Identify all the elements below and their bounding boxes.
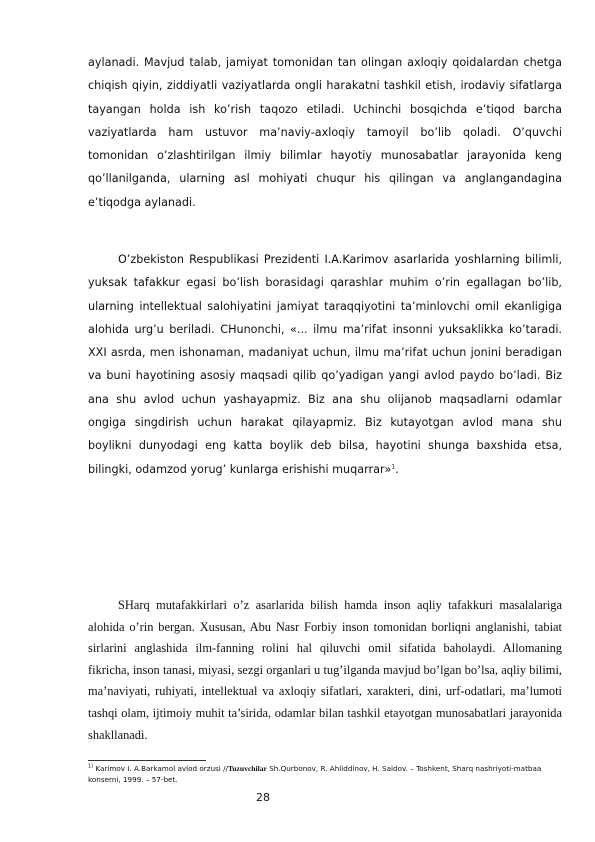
footnote-divider (88, 760, 206, 761)
paragraph-2-end: . (395, 462, 399, 476)
footnote-number: 1) (88, 763, 94, 770)
footnote-title: Tuzuvchilar (227, 764, 267, 773)
footnote (88, 764, 562, 785)
paragraph-2-text: O’zbekiston Respublikasi Prezidenti I.A.Karimov asarlarida yoshlarning bilimli, yuksak tafakkur egasi bo’lish borasidagi qarashlar muhim o’rin egallagan bo’lib, ularning intellektual salohiyatini jamiyat taraqqiyotini ta’minlovchi omil ekanligiga alohida urg’u beriladi. CHunonchi, «... ilmu ma’rifat insonni yuksaklikka ko’taradi. XXI asrda, men ishonaman, madaniyat uchun, ilmu ma’rifat uchun jonini beradigan va buni hayotining asosiy maqsadi qilib qo’yadigan yangi avlod paydo bo’ladi. Biz ana shu avlod uchun yashayapmiz. Biz ana shu olijanob maqsadlarni odamlar ongiga singdirish uchun harakat qilayapmiz. Biz kutayotgan avlod mana shu boylikni dunyodagi eng katta boylik deb bilsa, hayotini shunga baxshida etsa, bilingki, odamzod yorug’ kunlarga erishishi muqarrar» (88, 253, 562, 476)
page-number: 28 (256, 791, 270, 804)
footnote-text-after: Sh.Qurbonov, R. Ahliddinov, H. Saidov. – Toshkent, Sharq nashriyoti-matbaa konserni, 1999. – 57-bet. (88, 764, 542, 784)
footnote-reference[interactable]: 1 (391, 462, 396, 470)
footnote-text-before: Karimov I. A.Barkamol avlod orzusi // (93, 764, 228, 773)
paragraph-2 (88, 248, 562, 481)
paragraph-3: SHarq mutafakkirlari o’z asarlarida bilish hamda inson aqliy tafakkuri masalalariga alohida o’rin bergan. Xususan, Abu Nasr Forbiy inson tomonidan borliqni anglanishi, tabiat sirlarini anglashida ilm-fanning rolini hal qiluvchi omil sifatida baholaydi. Allomaning fikricha, inson tanasi, miyasi, sezgi organlari u tug’ilganda mavjud bo’lgan bo’lsa, aqliy bilimi, ma’naviyati, ruhiyati, intellektual va axloqiy sifatlari, xarakteri, dini, urf-odatlari, ma’lumoti tashqi olam, ijtimoiy muhit ta’sirida, odamlar bilan tashkil etayotgan munosabatlari jarayonida shakllanadi. (88, 598, 562, 742)
paragraph-1: aylanadi. Mavjud talab, jamiyat tomonidan tan olingan axloqiy qoidalardan chetga chiqish qiyin, ziddiyatli vaziyatlarda ongli harakatni tashkil etish, irodaviy sifatlarga tayangan holda ish ko’rish taqozo etiladi. Uchinchi bosqichda e’tiqod barcha vaziyatlarda ham ustuvor ma’naviy-axloqiy tamoyil bo’lib qoladi. O’quvchi tomonidan o’zlashtirilgan ilmiy bilimlar hayotiy munosabatlar jarayonida keng qo’llanilganda, ularning asl mohiyati chuqur his qilingan va anglangandagina e’tiqodga aylanadi. (88, 56, 562, 209)
